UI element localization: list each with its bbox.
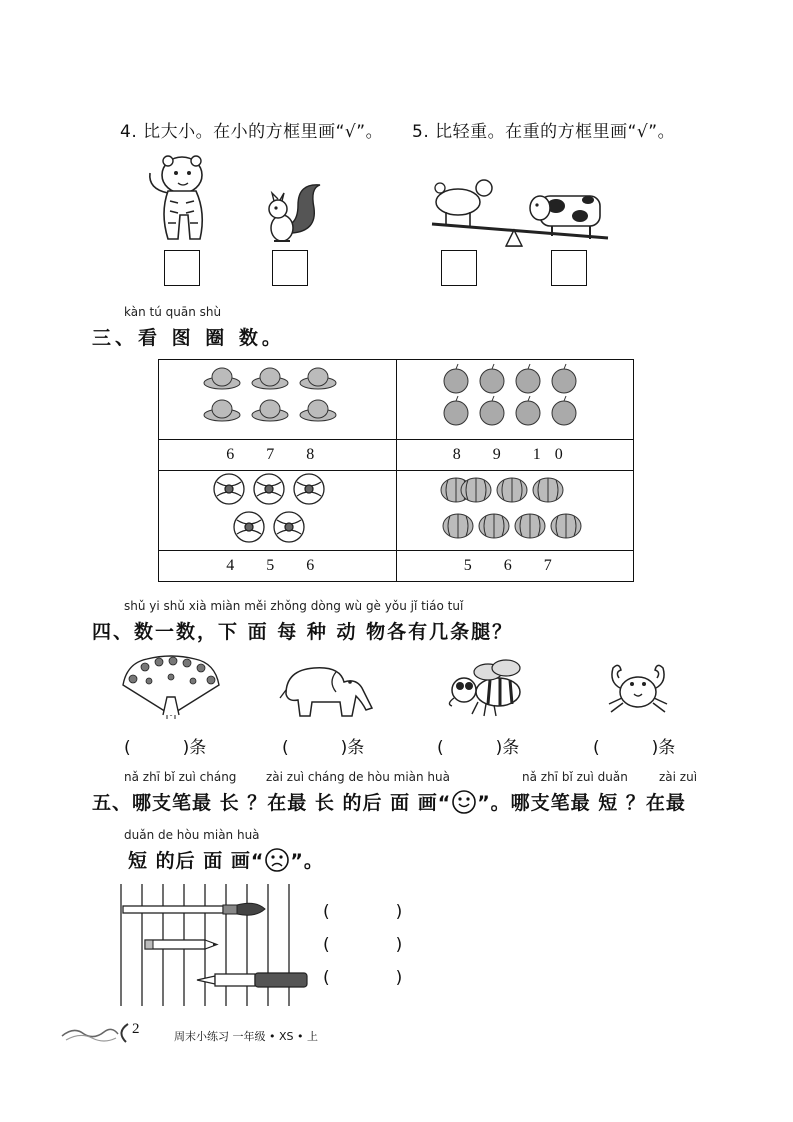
tiger-illustration xyxy=(138,153,218,248)
footer-title: 周末小练习 一年级 • XS • 上 xyxy=(174,1030,318,1043)
balls-drawing xyxy=(212,472,342,546)
smiley-face-icon xyxy=(451,789,477,815)
apples-cell xyxy=(396,360,634,440)
part5-pinyin-1d: zài zuì xyxy=(659,770,698,784)
part5-pinyin-1a: nǎ zhī bǐ zuì cháng xyxy=(124,770,237,784)
paren-open: ( xyxy=(323,968,330,988)
question-5-text: 5. 比轻重。在重的方框里画“√”。 xyxy=(412,122,676,142)
cow-answer-box[interactable] xyxy=(551,250,587,286)
part5-line1-end: ”。哪支笔最 短 ？在最 xyxy=(477,792,686,814)
part5-line1-start: 五、哪支笔最 长 ？在最 长 的后 面 画“ xyxy=(92,792,452,814)
paren-open: ( xyxy=(593,738,600,758)
fountain-pen-drawing xyxy=(197,973,307,987)
crab-answer[interactable] xyxy=(593,733,675,758)
paren-close: )条 xyxy=(182,738,207,758)
part5-line2-end: ”。 xyxy=(290,850,324,872)
page-number: 2 xyxy=(132,1021,140,1037)
part5-line1 xyxy=(92,788,686,815)
part3-heading: 三、看 图 圈 数。 xyxy=(92,327,285,349)
elephant-illustration xyxy=(278,660,378,720)
paren-close: ) xyxy=(395,968,403,988)
paren-close: )条 xyxy=(651,738,676,758)
part5-pinyin-1b: zài zuì cháng de hòu miàn huà xyxy=(266,770,450,784)
balls-numbers[interactable]: 4 5 6 xyxy=(159,551,397,582)
paren-close: )条 xyxy=(340,738,365,758)
part5-line2-start: 短 的后 面 画“ xyxy=(128,850,265,872)
part5-pinyin-1c: nǎ zhī bǐ zuì duǎn xyxy=(522,770,628,784)
paren-open: ( xyxy=(282,738,289,758)
pumpkins-numbers[interactable]: 5 6 7 xyxy=(396,551,634,582)
elephant-answer[interactable] xyxy=(282,733,364,758)
pumpkins-cell xyxy=(396,471,634,551)
peacock-illustration xyxy=(117,655,225,720)
peacock-answer[interactable] xyxy=(124,733,206,758)
balls-cell xyxy=(159,471,397,551)
apples-drawing xyxy=(440,363,590,433)
paren-open: ( xyxy=(437,738,444,758)
sad-face-icon xyxy=(264,847,290,873)
squirrel-illustration xyxy=(262,183,322,248)
bee-answer[interactable] xyxy=(437,733,519,758)
part4-heading: 四、数一数，下 面 每 种 动 物各有几条腿？ xyxy=(92,621,514,643)
brush-answer[interactable] xyxy=(323,902,402,922)
paren-open: ( xyxy=(323,902,330,922)
paren-close: ) xyxy=(395,935,403,955)
apples-numbers[interactable]: 8 9 10 xyxy=(396,440,634,471)
hats-drawing xyxy=(202,363,352,433)
crab-illustration xyxy=(603,658,673,720)
hats-numbers[interactable]: 6 7 8 xyxy=(159,440,397,471)
paren-open: ( xyxy=(124,738,131,758)
brush-pen-drawing xyxy=(123,903,265,915)
hats-cell xyxy=(159,360,397,440)
paren-close: )条 xyxy=(495,738,520,758)
question-4-text: 4. 比大小。在小的方框里画“√”。 xyxy=(120,122,384,142)
sheep-drawing xyxy=(435,180,492,226)
paren-open: ( xyxy=(323,935,330,955)
part4-pinyin: shǔ yi shǔ xià miàn měi zhǒng dòng wù gè yǒu jǐ tiáo tuǐ xyxy=(124,599,464,613)
part3-pinyin: kàn tú quān shù xyxy=(124,305,222,319)
paren-close: ) xyxy=(395,902,403,922)
footer-wave-decoration xyxy=(60,1018,132,1044)
part5-pinyin-2: duǎn de hòu miàn huà xyxy=(124,828,260,842)
sheep-answer-box[interactable] xyxy=(441,250,477,286)
pencil-answer[interactable] xyxy=(323,935,402,955)
squirrel-answer-box[interactable] xyxy=(272,250,308,286)
count-table xyxy=(158,359,634,582)
pumpkins-drawing xyxy=(440,474,590,544)
fountain-pen-answer[interactable] xyxy=(323,968,402,988)
part5-line2 xyxy=(128,846,324,873)
bee-illustration xyxy=(442,658,526,720)
pencil-drawing xyxy=(145,940,217,949)
pens-grid-illustration xyxy=(115,884,315,1006)
seesaw-illustration xyxy=(428,172,612,252)
tiger-answer-box[interactable] xyxy=(164,250,200,286)
